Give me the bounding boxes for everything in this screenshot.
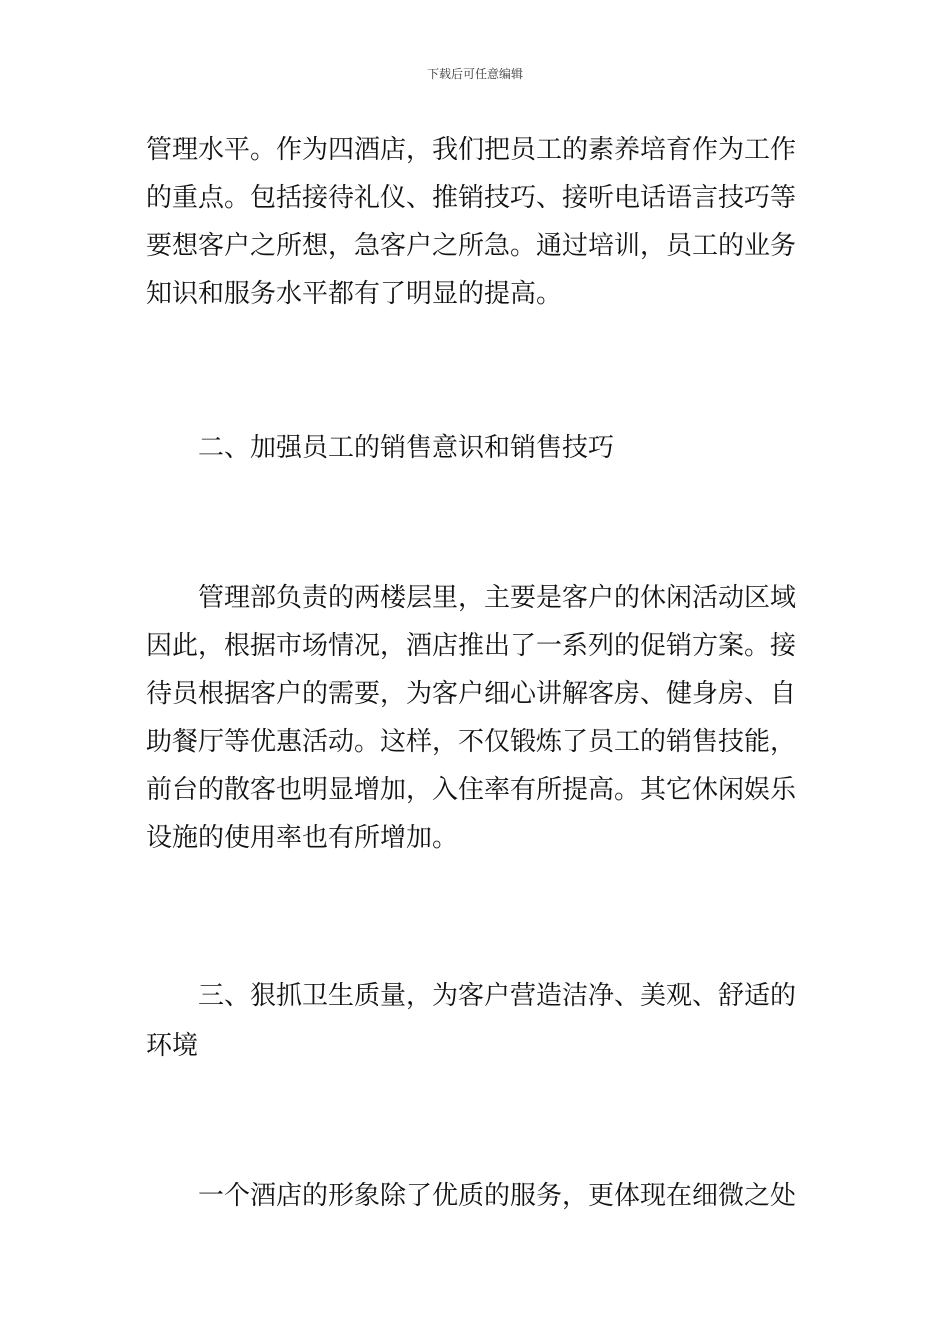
paragraph-2-line-4: 助餐厅等优惠活动。这样，不仅锻炼了员工的销售技能， [146, 727, 797, 757]
section-heading-3-line-1: 三、狠抓卫生质量，为客户营造洁净、美观、舒适的 [198, 981, 797, 1011]
paragraph-2-line-5: 前台的散客也明显增加，入住率有所提高。其它休闲娱乐 [146, 775, 797, 805]
paragraph-2-line-1: 管理部负责的两楼层里，主要是客户的休闲活动区域 [198, 583, 797, 613]
paragraph-2-line-6: 设施的使用率也有所增加。 [146, 823, 459, 853]
paragraph-3-line-1: 一个酒店的形象除了优质的服务，更体现在细微之处 [198, 1181, 797, 1211]
section-heading-3-line-2: 环境 [146, 1031, 199, 1061]
paragraph-2-line-3: 待员根据客户的需要，为客户细心讲解客房、健身房、自 [146, 679, 797, 709]
section-heading-2: 二、加强员工的销售意识和销售技巧 [198, 433, 615, 463]
paragraph-1-line-4: 知识和服务水平都有了明显的提高。 [146, 279, 563, 309]
paragraph-1-line-1: 管理水平。作为四酒店，我们把员工的素养培育作为工作 [146, 135, 797, 165]
paragraph-2-line-2: 因此，根据市场情况，酒店推出了一系列的促销方案。接 [146, 631, 797, 661]
page-header: 下载后可任意编辑 [426, 67, 523, 81]
paragraph-1-line-3: 要想客户之所想，急客户之所急。通过培训，员工的业务 [146, 231, 797, 261]
paragraph-1-line-2: 的重点。包括接待礼仪、推销技巧、接听电话语言技巧等 [146, 183, 797, 213]
